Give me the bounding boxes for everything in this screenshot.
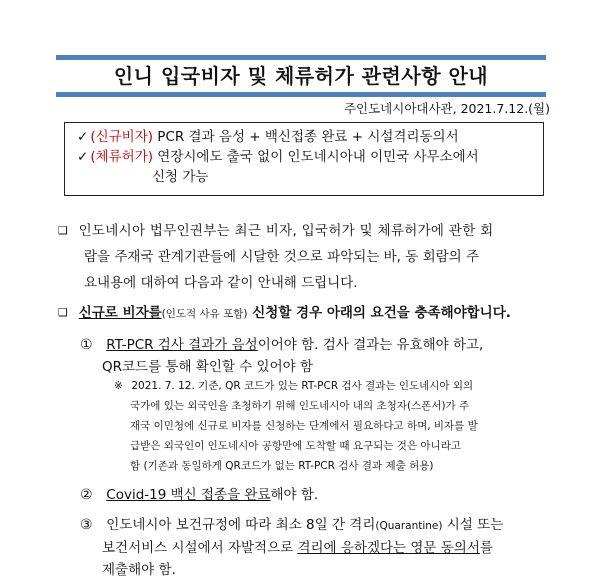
intro-line — [58, 218, 548, 244]
summary-row-new-visa — [77, 127, 533, 147]
title-top-rule — [56, 55, 546, 60]
intro-paragraph — [58, 218, 548, 296]
note-line: 급받은 외국인이 인도네시아 공항만에 도착할 때 요구되는 것은 아니라고 — [130, 440, 461, 452]
title-block — [56, 55, 546, 97]
summary-text-new-visa: PCR 결과 음성 + 백신접종 완료 + 시설격리동의서 — [153, 129, 459, 145]
item-text: 인도네시아 보건규정에 따라 최소 8일 간 격리 — [106, 517, 376, 533]
intro-text: 인도네시아 법무인권부는 최근 비자, 입국허가 및 체류허가에 관한 회 — [78, 223, 494, 239]
summary-tag-stay-permit: (체류허가) — [90, 149, 154, 165]
dateline: 주인도네시아대사관, 2021.7.12.(월) — [343, 101, 550, 116]
section-heading — [58, 300, 548, 327]
section-heading-rest: 신청할 경우 아래의 요건을 충족해야합니다. — [247, 305, 511, 321]
item-text: 보건서비스 시설에서 자발적으로 — [102, 540, 298, 556]
check-icon: ✓ — [77, 129, 89, 145]
title-bottom-rule — [56, 92, 546, 97]
item-underlined: Covid-19 백신 접종을 완료 — [106, 487, 271, 503]
item-text-cont — [80, 537, 550, 559]
requirement-item-1 — [80, 334, 550, 378]
note-mark-icon: ※ — [114, 380, 123, 392]
page-title: 인니 입국비자 및 체류허가 관련사항 안내 — [113, 64, 489, 88]
item-text-cont: 제출해야 함. — [102, 562, 176, 578]
note-line: 재국 이민청에 신규로 비자를 신청하는 단계에서 필요하다고 하며, 비자를 발 — [130, 420, 478, 432]
reference-note — [114, 376, 552, 476]
item-text-cont: QR코드를 통해 확인할 수 있어야 함 — [102, 359, 313, 375]
note-line: 국가에 있는 외국인을 초청하기 위해 인도네시아 내의 초청자(스폰서)가 주 — [130, 400, 470, 412]
intro-line: 람을 주재국 관계기관들에 시달한 것으로 파악되는 바, 동 회람의 주 — [84, 249, 480, 265]
item-number: ② — [80, 487, 93, 503]
check-icon: ✓ — [77, 149, 89, 165]
intro-line: 요내용에 대하여 다음과 같이 안내해 드립니다. — [84, 275, 358, 291]
requirement-item-3 — [80, 514, 550, 581]
square-bullet-icon: ❑ — [58, 224, 69, 237]
summary-tag-new-visa: (신규비자) — [90, 129, 154, 145]
summary-row-stay-permit-cont: 신청 가능 — [152, 169, 209, 185]
summary-box — [64, 122, 544, 196]
requirement-item-2 — [80, 484, 550, 506]
note-line: 2021. 7. 12. 기준, QR 코드가 있는 RT-PCR 검사 결과는 인도네시아 외의 — [131, 380, 474, 392]
item-text: 이어야 함. 검사 결과는 유효해야 하고, — [257, 337, 484, 353]
section-heading-note: (인도적 사유 포함) — [161, 308, 248, 320]
item-underlined: 격리에 응하겠다는 영문 동의서 — [297, 540, 480, 556]
summary-text-stay-permit: 연장시에도 출국 없이 인도네시아내 이민국 사무소에서 — [153, 149, 479, 165]
item-text: 를 — [479, 540, 493, 556]
square-bullet-icon: ❑ — [58, 306, 68, 319]
section-heading-underlined: 신규로 비자를 — [78, 305, 162, 321]
item-small-text: (Quarantine) — [375, 520, 443, 532]
item-number: ① — [80, 337, 93, 353]
item-number: ③ — [80, 517, 93, 533]
note-line: 함 (기존과 동일하게 QR코드가 없는 RT-PCR 검사 결과 제출 허용) — [130, 460, 434, 472]
item-text: 해야 함. — [270, 487, 319, 503]
item-text: 시설 또는 — [442, 517, 504, 533]
summary-row-stay-permit — [77, 147, 533, 167]
item-underlined: RT-PCR 검사 결과가 음성 — [106, 337, 258, 353]
